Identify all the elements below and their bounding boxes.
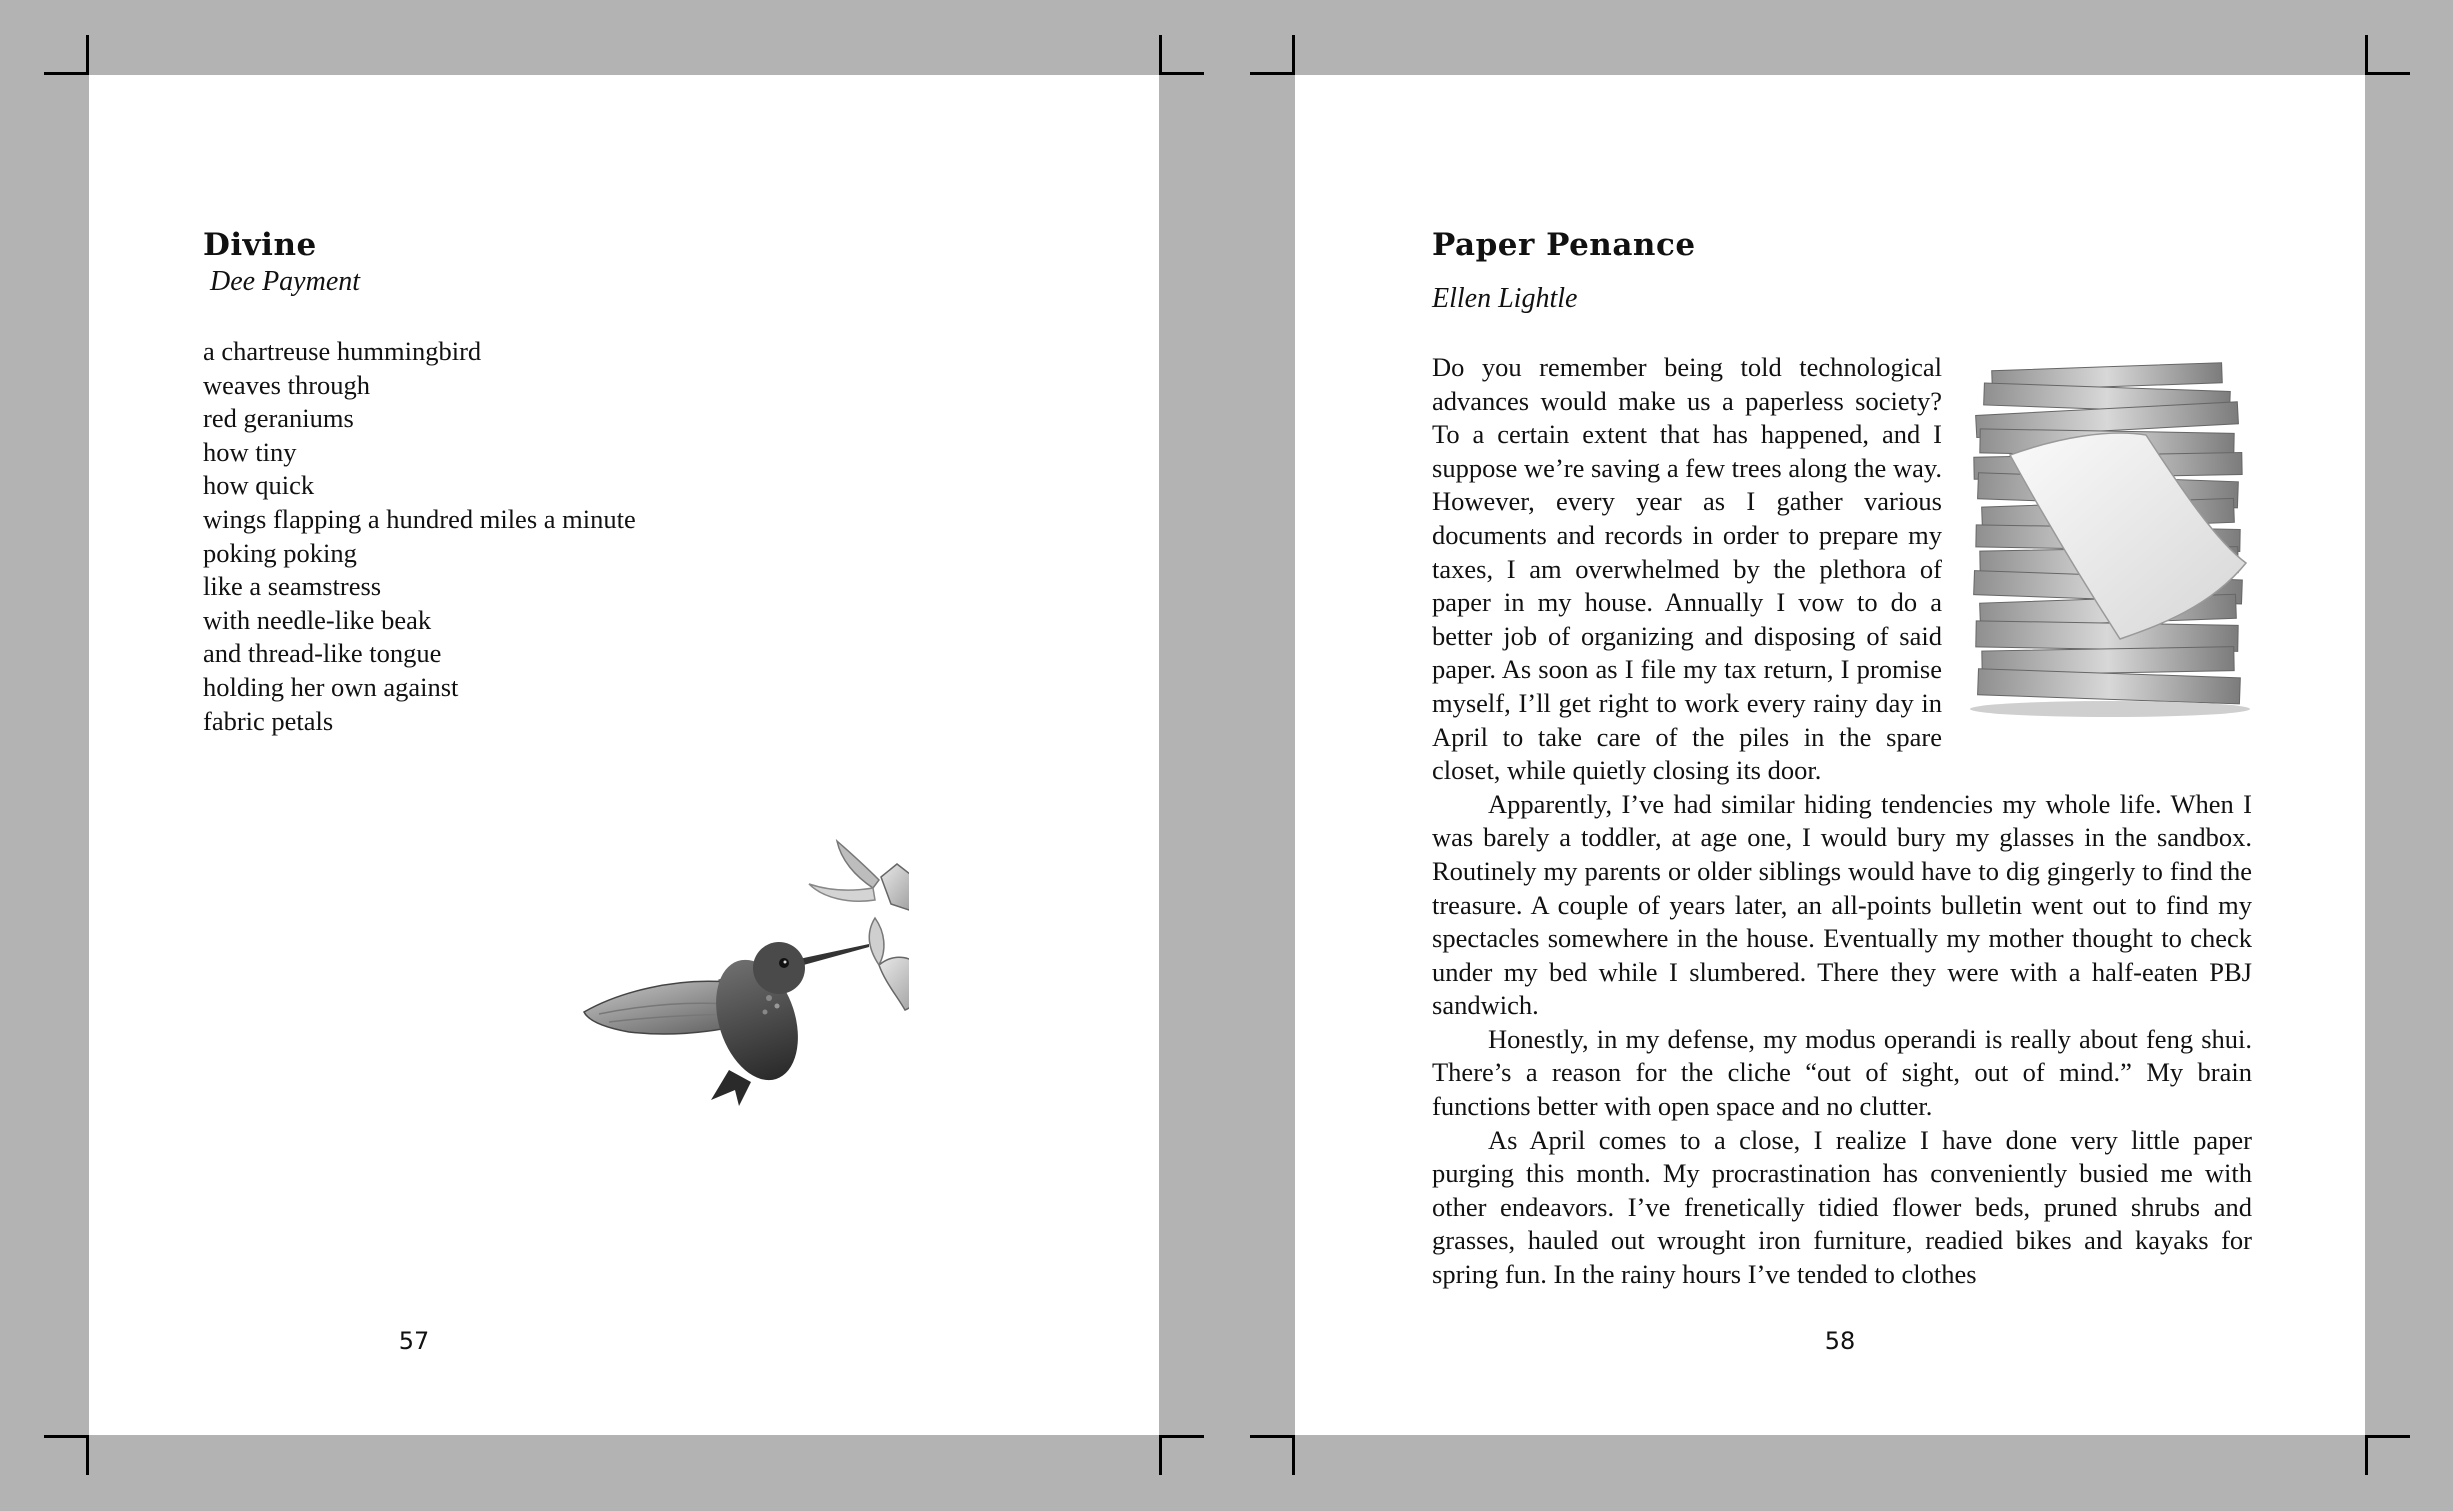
page-number: 58: [1824, 1327, 1856, 1355]
crop-mark: [1250, 72, 1295, 75]
poem-body: [203, 335, 636, 738]
crop-mark: [1250, 1435, 1295, 1438]
crop-mark: [1159, 35, 1162, 75]
article-body: [1432, 351, 2252, 1292]
poem-line: a chartreuse hummingbird: [203, 336, 482, 366]
article-paragraph: Honestly, in my defense, my modus operandi is really about feng shui. There’s a reason for the cliche “out of sight, out of mind.” My brain functions better with open space and no clutter.: [1432, 1023, 2252, 1122]
crop-mark: [86, 35, 89, 75]
article-paragraph: Apparently, I’ve had similar hiding tendencies my whole life. When I was barely a toddler, at age one, I would bury my glasses in the sandbox. Routinely my parents or older siblings would have to dig gingerly to find the treasure. A couple of years later, an all-points bulletin went out to find my spectacles somewhere in the house. Eventually my mother thought to check under my bed while I slumbered. There they were with a half-eaten PBJ sandwich.: [1432, 788, 2252, 1021]
page-right: [1295, 75, 2365, 1435]
crop-mark: [2365, 72, 2410, 75]
crop-mark: [2365, 1435, 2410, 1438]
poem-line: weaves through: [203, 369, 371, 400]
crop-mark: [2365, 35, 2368, 75]
poem-line: fabric petals: [203, 705, 334, 736]
crop-mark: [1159, 1435, 1204, 1438]
crop-mark: [44, 72, 89, 75]
poem-title: Divine: [203, 227, 317, 263]
crop-mark: [86, 1435, 89, 1475]
hummingbird-flower-icon: [579, 800, 909, 1110]
crop-mark: [1159, 72, 1204, 75]
crop-mark: [44, 1435, 89, 1438]
poem-line: and thread-like tongue: [203, 638, 442, 669]
crop-mark: [1159, 1435, 1162, 1475]
article-paragraph: As April comes to a close, I realize I have done very little paper purging this month. My procrastination has conveniently busied me with other endeavors. I’ve frenetically tidied flower beds, pruned shrubs and grasses, hauled out wrought iron furniture, readied bikes and kayaks for spring fun. In the rainy hours I’ve tended to clothes: [1432, 1124, 2252, 1290]
page-number: 57: [398, 1327, 430, 1355]
poem-line: how quick: [203, 470, 315, 501]
page-left: [89, 75, 1159, 1435]
poem-line: poking poking: [203, 537, 357, 568]
crop-mark: [1292, 1435, 1295, 1475]
paper-stack-icon: [1970, 357, 2280, 722]
poem-line: like a seamstress: [203, 571, 382, 602]
article-title: Paper Penance: [1432, 227, 1696, 263]
crop-mark: [1292, 35, 1295, 75]
poem-line: wings flapping a hundred miles a minute: [203, 503, 636, 534]
poem-line: with needle-like beak: [203, 604, 432, 635]
poem-author: Dee Payment: [210, 266, 361, 297]
article-paragraph: Do you remember being told technological advances would make us a paperless society? To a certain extent that has happened, and I suppose we’re saving a few trees along the way. However, every year as I gather various documents and records in order to prepare my taxes, I am overwhelmed by the plethora of paper in my house. Annually I vow to do a better job of organizing and disposing of said paper. As soon as I file my tax return, I promise myself, I’ll get right to work every rainy day in April to take care of the piles in the spare closet, while quietly closing its door.: [1432, 352, 1942, 786]
poem-line: holding her own against: [203, 671, 459, 702]
poem-line: red geraniums: [203, 403, 354, 434]
crop-mark: [2365, 1435, 2368, 1475]
article-author: Ellen Lightle: [1432, 283, 1578, 314]
poem-line: how tiny: [203, 436, 297, 467]
